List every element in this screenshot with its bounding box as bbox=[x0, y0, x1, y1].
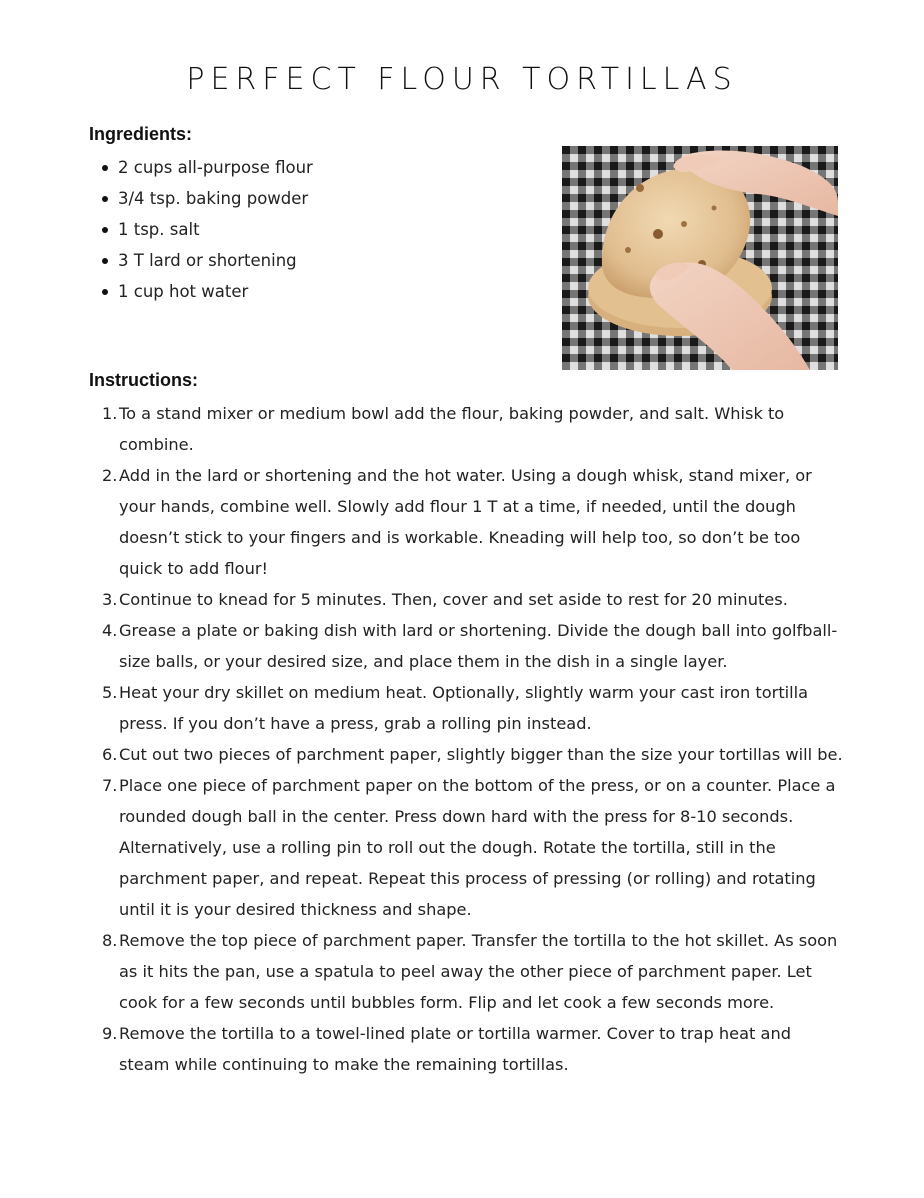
step-text: Remove the top piece of parchment paper. Transfer the tortilla to the hot skillet. As soon as it hits the pan, use a spatula to peel away the other piece of parchment paper. Let cook for a few seconds until bubbles form. Flip and let cook a few seconds more. bbox=[119, 931, 838, 1012]
step-number: 4. bbox=[102, 621, 118, 640]
ingredient-item bbox=[100, 276, 313, 307]
page-title: PERFECT FLOUR TORTILLAS bbox=[186, 62, 738, 97]
instructions-list bbox=[100, 398, 845, 1080]
step-text: Add in the lard or shortening and the hot water. Using a dough whisk, stand mixer, or your hands, combine well. Slowly add flour 1 T at a time, if needed, until the dough doesn’t stick to your fingers and is workable. Kneading will help too, so don’t be too quick to add flour! bbox=[119, 466, 812, 578]
bullet-icon bbox=[102, 258, 108, 264]
step-text: Remove the tortilla to a towel-lined plate or tortilla warmer. Cover to trap heat and steam while continuing to make the remaining tortillas. bbox=[119, 1024, 791, 1074]
ingredient-item bbox=[100, 152, 313, 183]
step-number: 8. bbox=[102, 931, 118, 950]
instruction-step bbox=[100, 584, 845, 615]
bullet-icon bbox=[102, 227, 108, 233]
ingredient-text: 1 tsp. salt bbox=[118, 220, 200, 239]
ingredient-text: 2 cups all-purpose flour bbox=[118, 158, 313, 177]
step-text: Cut out two pieces of parchment paper, slightly bigger than the size your tortillas will be. bbox=[119, 745, 843, 764]
step-text: Continue to knead for 5 minutes. Then, cover and set aside to rest for 20 minutes. bbox=[119, 590, 788, 609]
step-number: 6. bbox=[102, 745, 118, 764]
ingredients-list bbox=[100, 152, 313, 307]
instruction-step bbox=[100, 398, 845, 460]
instruction-step bbox=[100, 615, 845, 677]
step-text: Place one piece of parchment paper on the bottom of the press, or on a counter. Place a rounded dough ball in the center. Press down hard with the press for 8-10 seconds. Alternatively, use a rolling pin to roll out the dough. Rotate the tortilla, still in the parchment paper, and repeat. Repeat this process of pressing (or rolling) and rotating until it is your desired thickness and shape. bbox=[119, 776, 836, 919]
instructions-heading: Instructions: bbox=[89, 370, 199, 390]
ingredient-text: 1 cup hot water bbox=[118, 282, 249, 301]
tortillas-photo bbox=[562, 146, 838, 370]
bullet-icon bbox=[102, 289, 108, 295]
instruction-step bbox=[100, 739, 845, 770]
ingredient-text: 3 T lard or shortening bbox=[118, 251, 297, 270]
step-number: 5. bbox=[102, 683, 118, 702]
instruction-step bbox=[100, 1018, 845, 1080]
instruction-step bbox=[100, 770, 845, 925]
ingredients-heading: Ingredients: bbox=[89, 124, 193, 144]
step-text: Grease a plate or baking dish with lard or shortening. Divide the dough ball into golfball-size balls, or your desired size, and place them in the dish in a single layer. bbox=[119, 621, 838, 671]
ingredient-text: 3/4 tsp. baking powder bbox=[118, 189, 309, 208]
instruction-step bbox=[100, 460, 845, 584]
step-text: Heat your dry skillet on medium heat. Optionally, slightly warm your cast iron tortilla press. If you don’t have a press, grab a rolling pin instead. bbox=[119, 683, 809, 733]
step-number: 1. bbox=[102, 404, 118, 423]
step-number: 2. bbox=[102, 466, 118, 485]
bullet-icon bbox=[102, 165, 108, 171]
step-number: 3. bbox=[102, 590, 118, 609]
bullet-icon bbox=[102, 196, 108, 202]
step-text: To a stand mixer or medium bowl add the flour, baking powder, and salt. Whisk to combine. bbox=[119, 404, 785, 454]
ingredient-item bbox=[100, 214, 313, 245]
step-number: 9. bbox=[102, 1024, 118, 1043]
instruction-step bbox=[100, 677, 845, 739]
ingredient-item bbox=[100, 245, 313, 276]
ingredient-item bbox=[100, 183, 313, 214]
step-number: 7. bbox=[102, 776, 118, 795]
instruction-step bbox=[100, 925, 845, 1018]
